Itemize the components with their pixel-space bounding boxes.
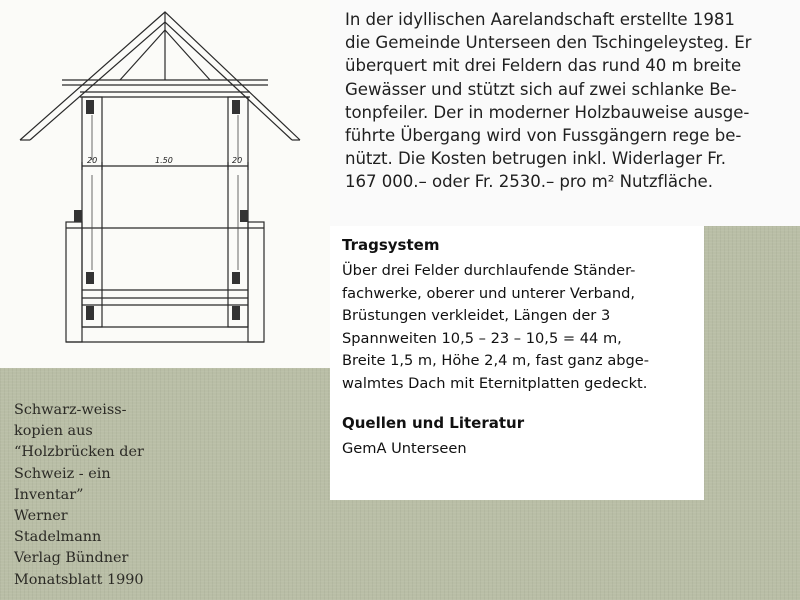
caption-line: kopien aus — [14, 423, 93, 440]
left-parapet — [66, 222, 82, 342]
description-line: In der idyllischen Aarelandschaft erstellte 1981 — [345, 10, 735, 29]
structure-line: Brüstungen verkleidet, Längen der 3 — [342, 307, 611, 325]
cross-section-drawing — [0, 0, 340, 368]
description-line: überquert mit drei Feldern das rund 40 m breite — [345, 56, 742, 76]
roof-outer-line — [20, 12, 300, 140]
structure-block — [330, 226, 704, 500]
literature-text: GemA Unterseen — [342, 439, 467, 457]
right-parapet — [248, 222, 264, 342]
description-line: Gewässer und stützt sich auf zwei schlanke Be- — [345, 79, 737, 99]
description-line: 167 000.– oder Fr. 2530.– pro m² Nutzfläche. — [345, 172, 713, 192]
description-line: tonpfeiler. Der in moderner Holzbauweise ausge- — [345, 102, 750, 122]
description-block — [330, 0, 800, 226]
description-line: nützt. Die Kosten betrugen inkl. Widerlager Fr. — [345, 149, 726, 169]
dimension-center-label: 1.50 — [155, 156, 173, 165]
literature-heading: Quellen und Literatur — [342, 413, 525, 432]
dimension-left-label: 20 — [87, 156, 98, 165]
structure-heading: Tragsystem — [342, 236, 440, 254]
description-line: führte Übergang wird von Fussgängern rege be- — [345, 126, 742, 146]
structure-line: Breite 1,5 m, Höhe 2,4 m, fast ganz abge- — [342, 352, 650, 370]
caption-line: Schwarz-weiss- — [14, 402, 127, 418]
bridge-cross-section-svg — [0, 0, 340, 368]
roof-inner-line — [30, 22, 292, 140]
caption-line: Verlag Bündner — [14, 550, 129, 567]
caption-line: Werner — [14, 508, 68, 525]
caption-line: “Holzbrücken der — [14, 444, 144, 461]
caption-line: Schweiz - ein — [14, 465, 111, 482]
dimension-right-label: 20 — [232, 156, 243, 165]
description-paragraph — [345, 8, 790, 194]
caption-line: Monatsblatt 1990 — [14, 571, 144, 588]
caption-line: Inventar” — [14, 486, 84, 503]
structure-line: Über drei Felder durchlaufende Ständer- — [342, 262, 636, 279]
description-line: die Gemeinde Unterseen den Tschingeleysteg. Er — [345, 33, 752, 53]
structure-line: Spannweiten 10,5 – 23 – 10,5 = 44 m, — [342, 329, 622, 347]
source-caption — [14, 400, 174, 591]
structure-line: walmtes Dach mit Eternitplatten gedeckt. — [342, 374, 648, 392]
caption-line: Stadelmann — [14, 529, 102, 546]
structure-line: fachwerke, oberer und unterer Verband, — [342, 284, 636, 302]
